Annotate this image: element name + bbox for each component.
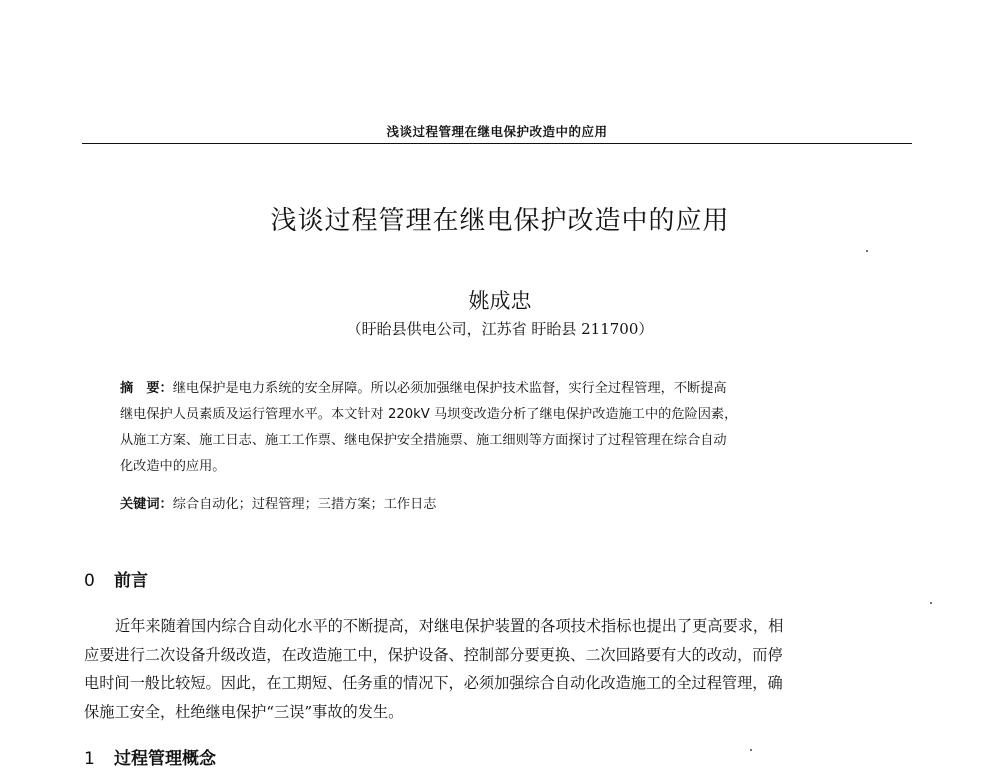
keywords-text: 综合自动化；过程管理；三措方案；工作日志 bbox=[172, 497, 437, 512]
abstract-line-1 bbox=[120, 376, 895, 402]
abstract-line-4: 化改造中的应用。 bbox=[120, 459, 226, 474]
body-line-3: 电时间一般比较短。因此，在工期短、任务重的情况下，必须加强综合自动化改造施工的全过程管理，确 bbox=[84, 674, 783, 692]
section-heading-0 bbox=[84, 566, 148, 591]
paper-title: 浅谈过程管理在继电保护改造中的应用 bbox=[270, 206, 730, 236]
keywords bbox=[120, 492, 895, 518]
abstract-text-1: 继电保护是电力系统的安全屏障。所以必须加强继电保护技术监督，实行全过程管理，不断提高 bbox=[172, 381, 727, 396]
author-name: 姚成忠 bbox=[468, 289, 532, 313]
keywords-label: 关键词： bbox=[120, 497, 173, 512]
running-header: 浅谈过程管理在继电保护改造中的应用 bbox=[386, 124, 608, 139]
abstract-line-3: 从施工方案、施工日志、施工工作票、继电保护安全措施票、施工细则等方面探讨了过程管理在综合自动 bbox=[120, 433, 727, 448]
abstract-line-2: 继电保护人员素质及运行管理水平。本文针对 220kV 马坝变改造分析了继电保护改造施工中的危险因素， bbox=[120, 407, 738, 422]
intro-paragraph bbox=[84, 612, 914, 726]
section-heading-1 bbox=[84, 744, 216, 769]
author-affiliation: （盱眙县供电公司，江苏省 盱眙县 211700） bbox=[346, 320, 654, 338]
body-line-1: 近年来随着国内综合自动化水平的不断提高，对继电保护装置的各项技术指标也提出了更高要求，相 bbox=[115, 617, 784, 635]
section-number: 1 bbox=[84, 749, 95, 769]
abstract-label: 摘 要： bbox=[120, 381, 173, 396]
body-line-4: 保施工安全，杜绝继电保护“三误”事故的发生。 bbox=[84, 702, 404, 721]
header-rule bbox=[82, 143, 912, 144]
scan-speck bbox=[866, 250, 868, 252]
section-title: 前言 bbox=[114, 571, 148, 591]
abstract bbox=[120, 376, 895, 480]
body-line-2: 应要进行二次设备升级改造，在改造施工中，保护设备、控制部分要更换、二次回路要有大的改动，而停 bbox=[84, 645, 783, 664]
scan-speck bbox=[930, 602, 932, 604]
section-title: 过程管理概念 bbox=[114, 749, 216, 769]
section-number: 0 bbox=[84, 571, 95, 591]
scan-speck bbox=[750, 749, 752, 751]
